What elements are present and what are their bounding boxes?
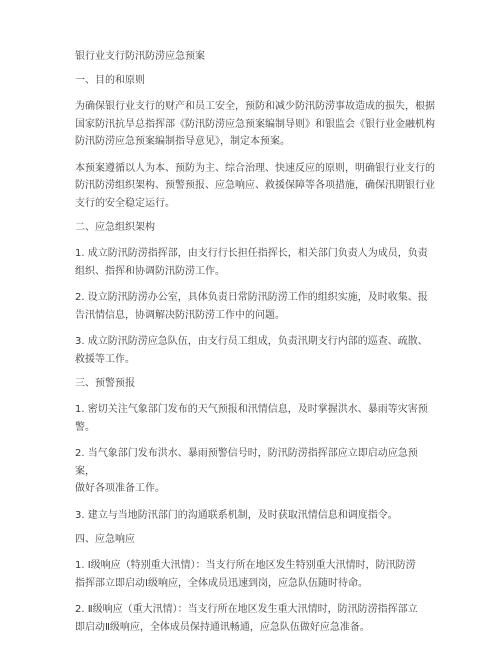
document-title: 银行业支行防汛防涝应急预案 — [75, 51, 205, 62]
paragraph: 2. 设立防汛防涝办公室，具体负责日常防汛防涝工作的组织实施，及时收集、报 告汛情信息，协调解决防汛防涝工作中的问题。 — [75, 292, 428, 321]
section-purpose — [75, 74, 435, 212]
section-organization — [75, 221, 435, 368]
paragraph: 1. 成立防汛防涝指挥部，由支行行长担任指挥长，相关部门负责人为成员，负责 组织、指挥和协调防汛防涝工作。 — [75, 248, 428, 277]
paragraph: 1. 密切关注气象部门发布的天气预报和汛情信息，及时掌握洪水、暴雨等灾害预 警。 — [75, 404, 428, 433]
paragraph: 1. Ⅰ级响应（特别重大汛情）：当支行所在地区发生特别重大汛情时，防汛防涝 指挥部立即启动Ⅰ级响应，全体成员迅速到岗，应急队伍随时待命。 — [75, 560, 416, 589]
section-response — [75, 533, 435, 636]
section-warning — [75, 377, 435, 524]
paragraph: 3. 建立与当地防汛部门的沟通联系机制，及时获取汛情信息和调度指令。 — [75, 509, 398, 521]
section-heading: 四、应急响应 — [75, 534, 135, 545]
paragraph: 3. 成立防汛防涝应急队伍，由支行员工组成，负责汛期支行内部的巡查、疏散、 救援等工作。 — [75, 336, 428, 365]
document-page — [75, 50, 435, 645]
section-heading: 二、应急组织架构 — [75, 222, 155, 233]
paragraph: 2. 当气象部门发布洪水、暴雨预警信号时，防汛防涝指挥部应立即启动应急预案， 做好各项准备工作。 — [75, 448, 418, 494]
section-heading: 一、目的和原则 — [75, 75, 145, 86]
section-heading: 三、预警预报 — [75, 378, 135, 389]
paragraph: 2. Ⅱ级响应（重大汛情）：当支行所在地区发生重大汛情时，防汛防涝指挥部立 即启动Ⅱ级响应，全体成员保持通讯畅通，应急队伍做好应急准备。 — [75, 604, 418, 633]
paragraph: 为确保银行业支行的财产和员工安全，预防和减少防汛防涝事故造成的损失，根据 国家防汛抗旱总指挥部《防汛防涝应急预案编制导则》和银监会《银行业金融机构 防汛防涝应急预案编制指导意见》，制定本预案。 — [75, 101, 435, 147]
paragraph: 本预案遵循以人为本、预防为主、综合治理、快速反应的原则，明确银行业支行的 防汛防涝组织架构、预警预报、应急响应、救援保障等各项措施，确保汛期银行业 支行的安全稳定运行。 — [75, 162, 435, 209]
